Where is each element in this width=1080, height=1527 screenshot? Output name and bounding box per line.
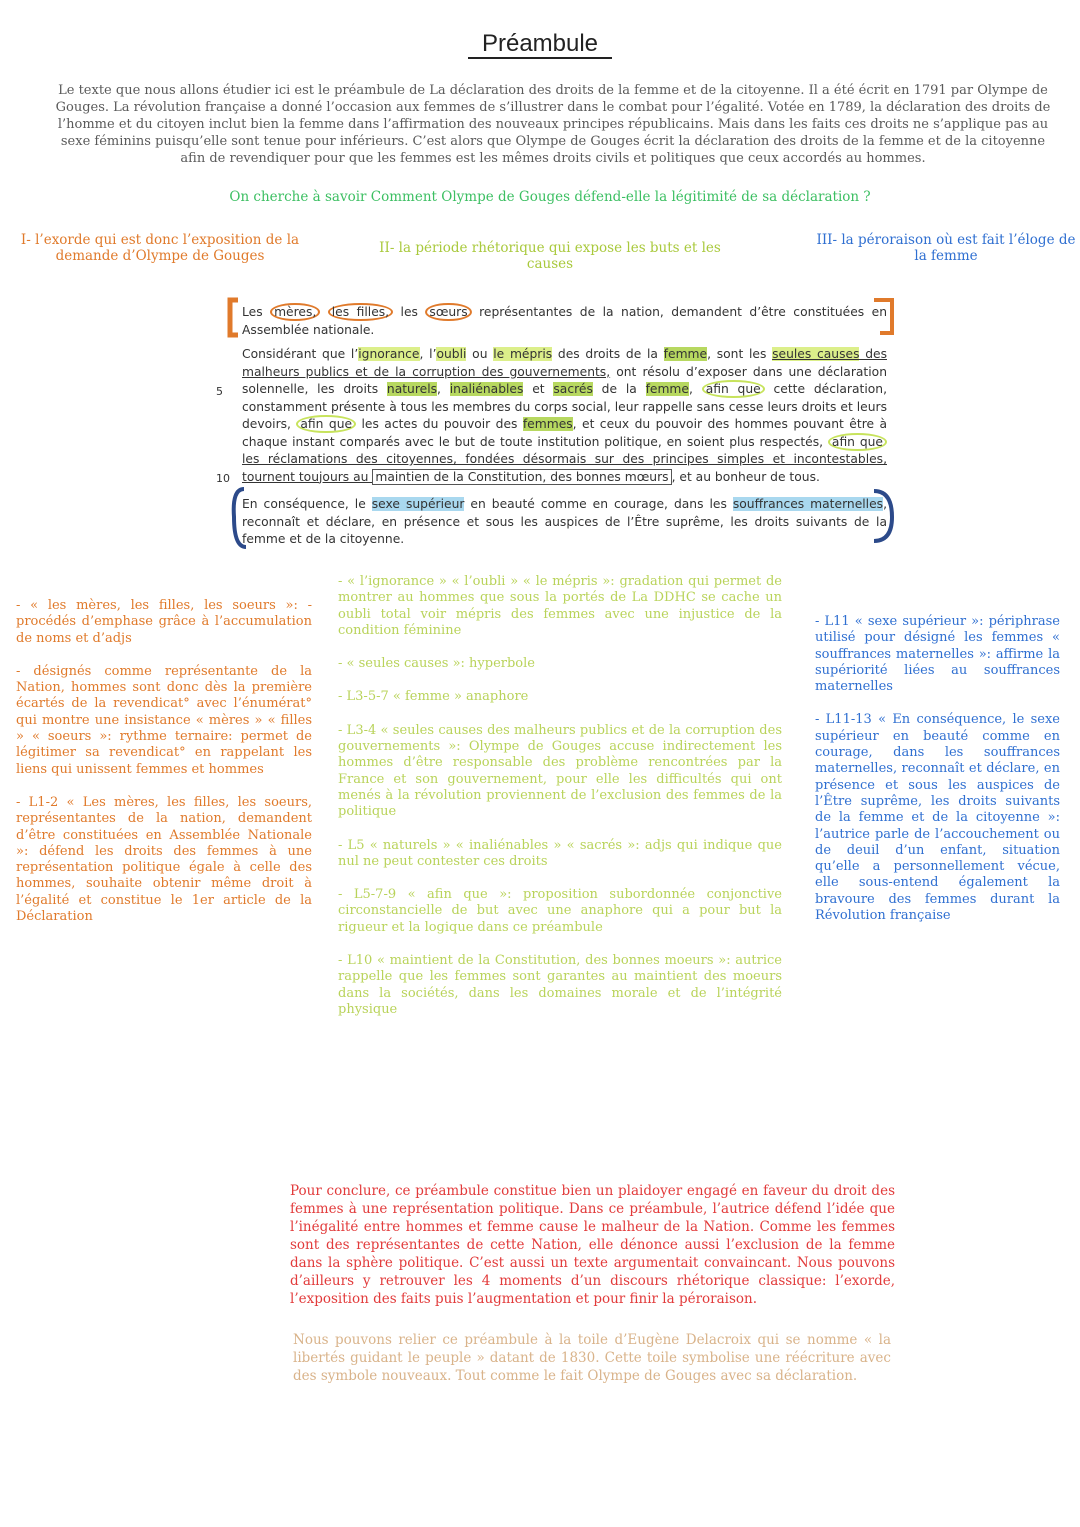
middle-note: - L3-4 « seules causes des malheurs publics et de la corruption des gouvernements »: Olympe de Gouges accuse indirectement les hommes d’être responsable des problème rencontrées par la France et son gouvernement, pour elle les difficultés qui ont menés à la révolution proviennent de l’exclusion des femmes de la politique bbox=[338, 722, 782, 820]
middle-note: - L5 « naturels » « inaliénables » « sacrés »: adjs qui indique que nul ne peut contester ces droits bbox=[338, 837, 782, 869]
introduction-paragraph: Le texte que nous allons étudier ici est le préambule de La déclaration des droits de la femme et de la citoyenne. Il a été écrit en 1791 par Olympe de Gouges. La révolution française a donné l’occasion aux femmes de s’illustrer dans le combat pour l’égalité. Votée en 1789, la déclaration des droits de l’homme et du citoyen inclut bien la femme dans l’affirmation des nouveaux principes républicains. Mais dans les faits ces droits ne s’applique pas au sexe féminins puisqu’elle sont tenue pour inférieurs. C’est alors que Olympe de Gouges écrit la déclaration des droits de la femme et de la citoyenne afin de revendiquer pour que les femmes est les mêmes droits civils et politiques que ceux accordés au hommes. bbox=[55, 83, 1051, 166]
highlight-inalienables: inaliénables bbox=[449, 382, 524, 396]
circled-afin-que-2: afin que bbox=[296, 415, 356, 433]
middle-note: - L3-5-7 « femme » anaphore bbox=[338, 689, 529, 705]
middle-note: - L10 « maintient de la Constitution, des bonnes moeurs »: autrice rappelle que les femmes sont garantes au maintient des moeurs dans la sociétés, dans les domaines morale et de l’intégrité physique bbox=[338, 953, 782, 1017]
page-title: Préambule bbox=[0, 30, 1080, 58]
highlight-femmes: femmes bbox=[522, 417, 573, 431]
highlight-sexe-superieur: sexe supérieur bbox=[371, 497, 465, 511]
conclusion-paragraph: Pour conclure, ce préambule constitue bien un plaidoyer engagé en faveur du droit des femmes à une représentation politique. Dans ce préambule, l’autrice défend l’idée que l’inégalité entre hommes et femme cause le malheur de la Nation. Comme les femmes sont des représentantes de cette Nation, elle dénonce aussi l’exclusion de la femme dans la sphère politique. C’est aussi un texte argumentait convaincant. Nous pouvons d’ailleurs y retrouver les 4 moments d’un discours rhétorique classique: l’exorde, l’exposition des faits puis l’augmentation et pour finir la péroraison. bbox=[290, 1183, 895, 1307]
highlight-oubli: oubli bbox=[436, 347, 467, 361]
extract-paragraph-1: Les mères, les filles, les sœurs représentantes de la nation, demandent d’être constituées en Assemblée nationale. bbox=[242, 305, 887, 337]
highlight-sacres: sacrés bbox=[553, 382, 593, 396]
orange-left-bracket bbox=[230, 300, 238, 335]
circled-meres: mères, bbox=[270, 303, 320, 321]
right-notes-column bbox=[815, 614, 1060, 941]
highlight-ignorance: ignorance bbox=[358, 347, 420, 361]
highlight-naturels: naturels bbox=[386, 382, 438, 396]
right-note: - L11 « sexe supérieur »: périphrase utilisé pour désigné les femmes « souffrances maternelles »: affirme la supériorité liées au souffrances maternelles bbox=[815, 614, 1060, 695]
extract-paragraph-3: En conséquence, le sexe supérieur en beauté comme en courage, dans les souffrances maternelles, reconnaît et déclare, en présence et sous les auspices de l’Être suprême, les droits suivants de la femme et de la citoyenne. bbox=[242, 497, 887, 546]
extract-paragraph-2: Considérant que l’ignorance, l’oubli ou le mépris des droits de la femme, sont les seules causes des malheurs publics et de la corruption des gouvernements, ont résolu d’exposer dans une déclaration solennelle, les droits naturels, inaliénables et sacrés de la femme, afin que cette déclaration, constamment présente à tous les membres du corps social, leur rappelle sans cesse leurs droits et leurs devoirs, afin que les actes du pouvoir des femmes, et ceux du pouvoir des hommes pouvant être à chaque instant comparés avec le but de toute institution politique, en soient plus respectés, afin que les réclamations des citoyennes, fondées désormais sur des principes simples et incontestables, tournent toujours au maintien de la Constitution, des bonnes mœurs , et au bonheur de tous. bbox=[242, 347, 887, 484]
highlight-seules-causes: seules causes bbox=[772, 347, 860, 361]
annotated-text-extract bbox=[212, 295, 902, 553]
part-3-heading: III- la péroraison où est fait l’éloge de la femme bbox=[816, 232, 1076, 264]
part-2-heading: II- la période rhétorique qui expose les buts et les causes bbox=[379, 240, 721, 272]
circled-soeurs: sœurs bbox=[425, 303, 471, 321]
middle-note: - « seules causes »: hyperbole bbox=[338, 656, 535, 672]
left-notes-column bbox=[16, 598, 312, 942]
boxed-maintien: maintien de la Constitution, des bonnes mœurs bbox=[372, 469, 671, 485]
middle-note: - L5-7-9 « afin que »: proposition subordonnée conjonctive circonstancielle de but avec une anaphore qui a pour but la rigueur et la logique dans ce préambule bbox=[338, 887, 782, 935]
middle-note: - « l’ignorance » « l’oubli » « le mépris »: gradation qui permet de montrer au hommes que sous la portés de La DDHC se cache un oubli total voir mépris des femmes avec une injustice de la condition féminine bbox=[338, 574, 782, 638]
right-note: - L11-13 « En conséquence, le sexe supérieur en beauté comme en courage, dans les souffrances maternelles, reconnaît et déclare, en présence et sous les auspices de l’Être suprême, les droits suivants de la femme et de la citoyenne »: l’autrice parle de l’accouchement ou de deuil d’un enfant, situation qu’elle a personnellement vécue, elle sous-entend également la bravoure des femmes durant la Révolution française bbox=[815, 712, 1060, 924]
middle-notes-column bbox=[338, 574, 782, 1035]
circled-afin-que-3: afin que bbox=[828, 433, 887, 451]
problematic-question: On cherche à savoir Comment Olympe de Gouges défend-elle la légitimité de sa déclaration ? bbox=[229, 189, 871, 205]
line-number-5: 5 bbox=[216, 385, 223, 398]
highlight-femme-2: femme bbox=[645, 382, 689, 396]
circled-afin-que-1: afin que bbox=[702, 380, 765, 398]
left-note: - L1-2 « Les mères, les filles, les soeurs, représentantes de la nation, demandent d’être constituées en Assemblée Nationale »: défend les droits des femmes à une représentation politique égale à celle des hommes, souhaite obtenir même droit à l’égalité et constitue le 1er article de la Déclaration bbox=[16, 794, 312, 925]
highlight-femme-1: femme bbox=[663, 347, 708, 361]
line-number-10: 10 bbox=[216, 472, 230, 485]
highlight-mepris: le mépris bbox=[493, 347, 553, 361]
part-1-heading: I- l’exorde qui est donc l’exposition de la demande d’Olympe de Gouges bbox=[20, 232, 300, 264]
opening-paragraph: Nous pouvons relier ce préambule à la toile d’Eugène Delacroix qui se nomme « la libertés guidant le peuple » datant de 1830. Cette toile symbolise une réécriture avec des symbole nouveaux. Tout comme le fait Olympe de Gouges avec sa déclaration. bbox=[293, 1332, 891, 1384]
highlight-souffrances-maternelles: souffrances maternelles bbox=[732, 497, 884, 511]
circled-filles: les filles, bbox=[328, 303, 393, 321]
left-note: - désignés comme représentante de la Nation, hommes sont donc dès la première écartés de la revendicat° avec l’énumérat° qui montre une insistance « mères » « filles » « soeurs »: rythme ternaire: permet de légitimer sa revendicat° en rappelant les liens qui unissent femmes et hommes bbox=[16, 663, 312, 777]
left-note: - « les mères, les filles, les soeurs »: - procédés d’emphase grâce à l’accumulation de noms et d’adjs bbox=[16, 598, 312, 646]
